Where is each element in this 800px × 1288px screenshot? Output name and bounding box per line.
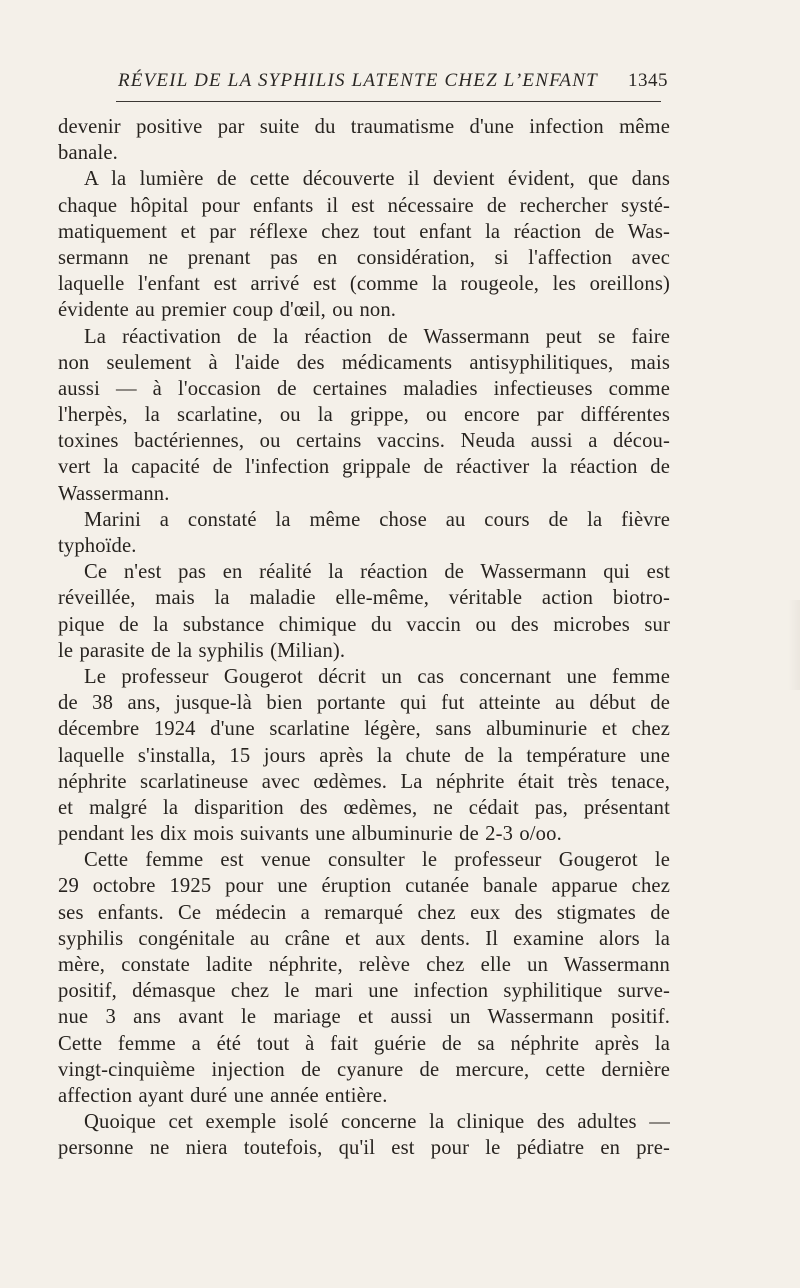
text-line: Wassermann.: [58, 482, 170, 505]
text-line: décembre 1924 d'une scarlatine légère, sans albuminurie et chez: [58, 718, 670, 741]
text-line: personne ne niera toutefois, qu'il est pour le pédiatre en pre-: [58, 1137, 670, 1160]
text-line: chaque hôpital pour enfants il est nécessaire de rechercher systé-: [58, 194, 670, 217]
text-line: le parasite de la syphilis (Milian).: [58, 639, 346, 662]
text-line: devenir positive par suite du traumatisme d'une infection même: [58, 116, 670, 138]
text-line: aussi — à l'occasion de certaines maladies infectieuses comme: [58, 377, 670, 400]
text-line: l'herpès, la scarlatine, ou la grippe, ou encore par différentes: [58, 404, 670, 427]
text-line: néphrite scarlatineuse avec œdèmes. La néphrite était très tenace,: [58, 770, 670, 793]
text-line: toxines bactériennes, ou certains vaccins. Neuda aussi a décou-: [58, 430, 670, 453]
text-line: ses enfants. Ce médecin a remarqué chez eux des stigmates de: [58, 901, 670, 924]
text-line: Le professeur Gougerot décrit un cas concernant une femme: [84, 665, 670, 688]
text-line: non seulement à l'aide des médicaments antisyphilitiques, mais: [58, 351, 670, 374]
text-line: Cette femme a été tout à fait guérie de sa néphrite après la: [58, 1032, 670, 1055]
text-line: pique de la substance chimique du vaccin ou des microbes sur: [58, 613, 670, 636]
page-header: [58, 70, 668, 100]
text-line: de 38 ans, jusque-là bien portante qui fut atteinte au début de: [58, 692, 670, 715]
text-line: typhoïde.: [58, 535, 137, 557]
text-line: vert la capacité de l'infection grippale de réactiver la réaction de: [58, 456, 670, 479]
body-text: [58, 114, 670, 1162]
page-number: 1345: [628, 70, 668, 91]
text-line: nue 3 ans avant le mariage et aussi un Wassermann positif.: [58, 1006, 670, 1029]
running-title: RÉVEIL DE LA SYPHILIS LATENTE CHEZ L’ENFANT: [118, 70, 598, 91]
text-line: pendant les dix mois suivants une albuminurie de 2-3 o/oo.: [58, 823, 562, 846]
page-edge-shadow: [788, 600, 800, 690]
text-line: mère, constate ladite néphrite, relève chez elle un Wassermann: [58, 954, 670, 976]
text-line: matiquement et par réflexe chez tout enfant la réaction de Was-: [58, 220, 670, 243]
text-line: laquelle l'enfant est arrivé est (comme la rougeole, les oreillons): [58, 273, 670, 296]
text-line: réveillée, mais la maladie elle-même, véritable action biotro-: [58, 587, 670, 610]
text-line: positif, démasque chez le mari une infection syphilitique surve-: [58, 980, 670, 1003]
text-line: banale.: [58, 142, 118, 165]
header-rule: [116, 101, 661, 102]
text-line: La réactivation de la réaction de Wassermann peut se faire: [84, 325, 670, 348]
text-line: et malgré la disparition des œdèmes, ne cédait pas, présentant: [58, 796, 670, 819]
text-line: Quoique cet exemple isolé concerne la clinique des adultes —: [84, 1111, 670, 1134]
text-line: laquelle s'installa, 15 jours après la chute de la température une: [58, 744, 670, 767]
text-line: 29 octobre 1925 pour une éruption cutanée banale apparue chez: [58, 875, 670, 898]
text-line: Marini a constaté la même chose au cours de la fièvre: [84, 508, 670, 531]
text-line: affection ayant duré une année entière.: [58, 1084, 388, 1107]
text-line: évidente au premier coup d'œil, ou non.: [58, 299, 397, 322]
text-line: Cette femme est venue consulter le professeur Gougerot le: [84, 849, 670, 872]
text-line: vingt-cinquième injection de cyanure de mercure, cette dernière: [58, 1058, 670, 1081]
text-line: sermann ne prenant pas en considération, si l'affection avec: [58, 246, 670, 269]
text-line: Ce n'est pas en réalité la réaction de Wassermann qui est: [84, 561, 670, 584]
text-line: syphilis congénitale au crâne et aux dents. Il examine alors la: [58, 927, 670, 950]
text-line: A la lumière de cette découverte il devient évident, que dans: [84, 168, 670, 191]
